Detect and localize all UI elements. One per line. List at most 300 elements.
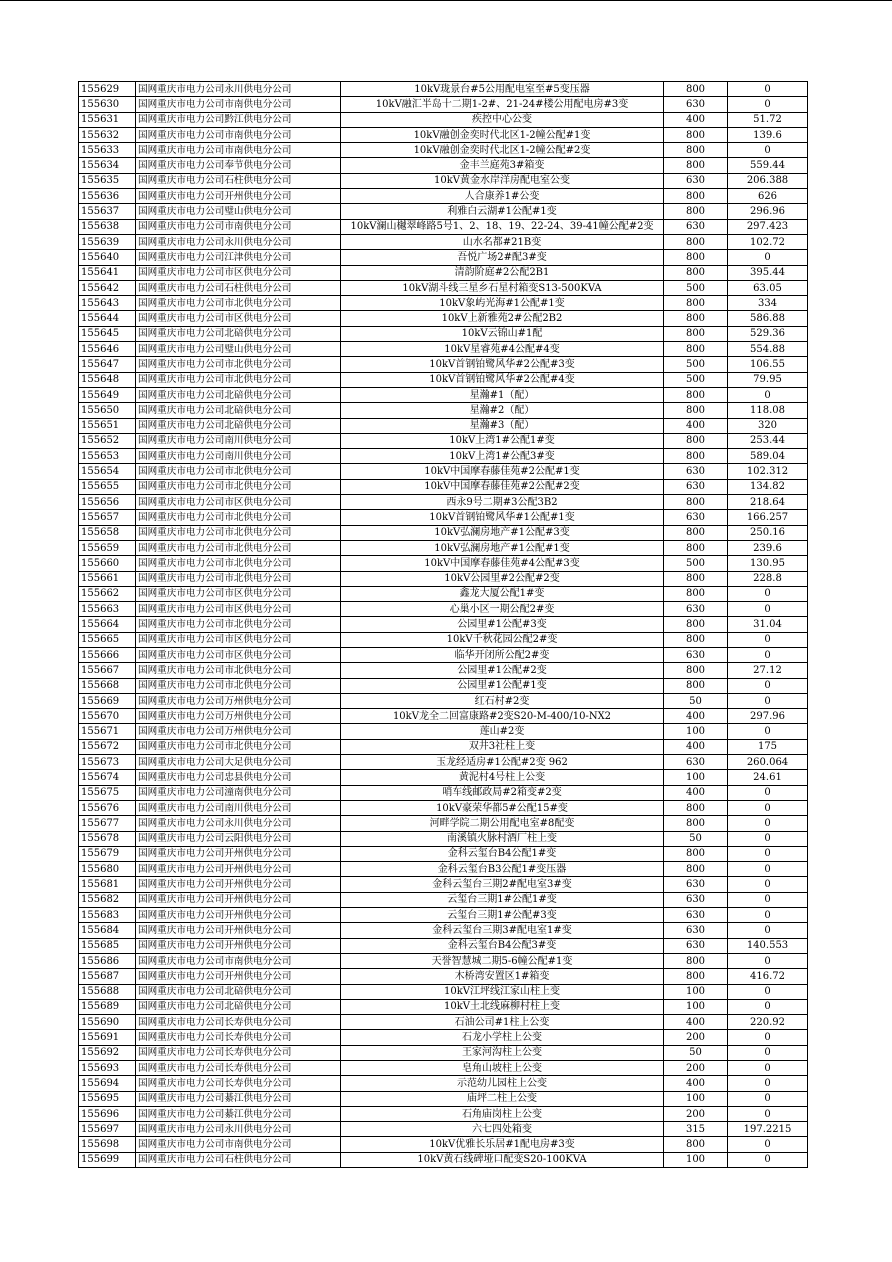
table-row [79, 908, 808, 923]
record-id-cell: 155695 [79, 1091, 136, 1106]
transformer-name-cell: 金丰兰庭苑3#箱变 [341, 158, 664, 173]
transformer-name-cell: 公园里#1公配#1变 [341, 678, 664, 693]
record-id-cell: 155636 [79, 189, 136, 204]
supply-unit-cell: 国网重庆市电力公司永川供电分公司 [136, 816, 341, 831]
transformer-name-cell: 星瀚#1（配） [341, 387, 664, 402]
supply-unit-cell: 国网重庆市电力公司市北供电分公司 [136, 540, 341, 555]
transformer-name-cell: 人合康养1#公变 [341, 189, 664, 204]
supply-unit-cell: 国网重庆市电力公司万州供电分公司 [136, 709, 341, 724]
table-row [79, 403, 808, 418]
transformer-name-cell: 玉龙经适房#1公配#2变 962 [341, 755, 664, 770]
table-row [79, 311, 808, 326]
transformer-name-cell: 10kV首钢铂鹭风华#2公配#4变 [341, 372, 664, 387]
record-id-cell: 155653 [79, 449, 136, 464]
supply-unit-cell: 国网重庆市电力公司綦江供电分公司 [136, 1091, 341, 1106]
load-value-cell: 24.61 [728, 770, 808, 785]
transformer-name-cell: 星瀚#2（配） [341, 403, 664, 418]
supply-unit-cell: 国网重庆市电力公司市北供电分公司 [136, 510, 341, 525]
record-id-cell: 155694 [79, 1076, 136, 1091]
record-id-cell: 155640 [79, 250, 136, 265]
record-id-cell: 155646 [79, 342, 136, 357]
record-id-cell: 155663 [79, 602, 136, 617]
supply-unit-cell: 国网重庆市电力公司永川供电分公司 [136, 234, 341, 249]
transformer-table [78, 81, 808, 1168]
capacity-cell: 500 [664, 372, 728, 387]
capacity-cell: 800 [664, 311, 728, 326]
load-value-cell: 253.44 [728, 433, 808, 448]
load-value-cell: 589.04 [728, 449, 808, 464]
record-id-cell: 155649 [79, 387, 136, 402]
record-id-cell: 155629 [79, 82, 136, 97]
load-value-cell: 0 [728, 999, 808, 1014]
supply-unit-cell: 国网重庆市电力公司潼南供电分公司 [136, 785, 341, 800]
table-row [79, 112, 808, 127]
load-value-cell: 297.96 [728, 709, 808, 724]
record-id-cell: 155683 [79, 908, 136, 923]
table-row [79, 923, 808, 938]
table-row [79, 1045, 808, 1060]
capacity-cell: 800 [664, 82, 728, 97]
transformer-name-cell: 金科云玺台B4公配3#变 [341, 938, 664, 953]
capacity-cell: 800 [664, 250, 728, 265]
supply-unit-cell: 国网重庆市电力公司万州供电分公司 [136, 724, 341, 739]
capacity-cell: 500 [664, 556, 728, 571]
load-value-cell: 586.88 [728, 311, 808, 326]
record-id-cell: 155659 [79, 540, 136, 555]
page-top-rule [0, 0, 892, 1]
table-row [79, 571, 808, 586]
record-id-cell: 155670 [79, 709, 136, 724]
record-id-cell: 155681 [79, 877, 136, 892]
table-row [79, 846, 808, 861]
table-row [79, 953, 808, 968]
supply-unit-cell: 国网重庆市电力公司市南供电分公司 [136, 1137, 341, 1152]
record-id-cell: 155638 [79, 219, 136, 234]
transformer-name-cell: 哨车线邮政局#2箱变#2变 [341, 785, 664, 800]
capacity-cell: 800 [664, 265, 728, 280]
capacity-cell: 100 [664, 724, 728, 739]
load-value-cell: 134.82 [728, 479, 808, 494]
record-id-cell: 155692 [79, 1045, 136, 1060]
supply-unit-cell: 国网重庆市电力公司石柱供电分公司 [136, 173, 341, 188]
load-value-cell: 0 [728, 1045, 808, 1060]
record-id-cell: 155665 [79, 632, 136, 647]
transformer-name-cell: 吾悦广场2#配3#变 [341, 250, 664, 265]
table-row [79, 1076, 808, 1091]
load-value-cell: 102.72 [728, 234, 808, 249]
transformer-name-cell: 木桥湾安置区1#箱变 [341, 969, 664, 984]
record-id-cell: 155671 [79, 724, 136, 739]
table-row [79, 938, 808, 953]
load-value-cell: 0 [728, 586, 808, 601]
record-id-cell: 155658 [79, 525, 136, 540]
table-body [79, 82, 808, 1168]
record-id-cell: 155647 [79, 357, 136, 372]
transformer-name-cell: 10kV中国摩春藤佳苑#2公配#1变 [341, 464, 664, 479]
transformer-name-cell: 10kV澜山樾翠峰路5号1、2、18、19、22-24、39-41幢公配#2变 [341, 219, 664, 234]
supply-unit-cell: 国网重庆市电力公司市区供电分公司 [136, 647, 341, 662]
supply-unit-cell: 国网重庆市电力公司市南供电分公司 [136, 143, 341, 158]
record-id-cell: 155680 [79, 862, 136, 877]
record-id-cell: 155667 [79, 663, 136, 678]
supply-unit-cell: 国网重庆市电力公司市区供电分公司 [136, 602, 341, 617]
transformer-name-cell: 10kV象屿光海#1公配#1变 [341, 296, 664, 311]
supply-unit-cell: 国网重庆市电力公司市南供电分公司 [136, 219, 341, 234]
supply-unit-cell: 国网重庆市电力公司市北供电分公司 [136, 372, 341, 387]
supply-unit-cell: 国网重庆市电力公司忠县供电分公司 [136, 770, 341, 785]
load-value-cell: 250.16 [728, 525, 808, 540]
transformer-name-cell: 10kV弘澜房地产#1公配#1变 [341, 540, 664, 555]
supply-unit-cell: 国网重庆市电力公司南川供电分公司 [136, 449, 341, 464]
capacity-cell: 400 [664, 739, 728, 754]
transformer-name-cell: 清韵阶庭#2公配2B1 [341, 265, 664, 280]
table-row [79, 464, 808, 479]
table-row [79, 877, 808, 892]
capacity-cell: 800 [664, 433, 728, 448]
load-value-cell: 166.257 [728, 510, 808, 525]
capacity-cell: 800 [664, 862, 728, 877]
capacity-cell: 630 [664, 938, 728, 953]
capacity-cell: 800 [664, 296, 728, 311]
transformer-name-cell: 10kV上湾1#公配1#变 [341, 433, 664, 448]
table-row [79, 693, 808, 708]
table-row [79, 326, 808, 341]
supply-unit-cell: 国网重庆市电力公司市北供电分公司 [136, 357, 341, 372]
supply-unit-cell: 国网重庆市电力公司市区供电分公司 [136, 632, 341, 647]
record-id-cell: 155644 [79, 311, 136, 326]
load-value-cell: 0 [728, 1061, 808, 1076]
table-row [79, 602, 808, 617]
record-id-cell: 155693 [79, 1061, 136, 1076]
supply-unit-cell: 国网重庆市电力公司大足供电分公司 [136, 755, 341, 770]
table-row [79, 556, 808, 571]
table-row [79, 540, 808, 555]
capacity-cell: 630 [664, 755, 728, 770]
load-value-cell: 0 [728, 647, 808, 662]
load-value-cell: 140.553 [728, 938, 808, 953]
record-id-cell: 155666 [79, 647, 136, 662]
capacity-cell: 500 [664, 357, 728, 372]
record-id-cell: 155678 [79, 831, 136, 846]
table-row [79, 1137, 808, 1152]
capacity-cell: 630 [664, 923, 728, 938]
transformer-name-cell: 10kV上新雅苑2#公配2B2 [341, 311, 664, 326]
record-id-cell: 155632 [79, 127, 136, 142]
supply-unit-cell: 国网重庆市电力公司江津供电分公司 [136, 250, 341, 265]
record-id-cell: 155660 [79, 556, 136, 571]
table-row [79, 219, 808, 234]
load-value-cell: 416.72 [728, 969, 808, 984]
record-id-cell: 155639 [79, 234, 136, 249]
table-row [79, 892, 808, 907]
transformer-name-cell: 鑫龙大厦公配1#变 [341, 586, 664, 601]
supply-unit-cell: 国网重庆市电力公司市南供电分公司 [136, 97, 341, 112]
supply-unit-cell: 国网重庆市电力公司长寿供电分公司 [136, 1015, 341, 1030]
transformer-name-cell: 庙坪二柱上公变 [341, 1091, 664, 1106]
load-value-cell: 228.8 [728, 571, 808, 586]
transformer-name-cell: 示范幼儿园柱上公变 [341, 1076, 664, 1091]
record-id-cell: 155669 [79, 693, 136, 708]
capacity-cell: 800 [664, 617, 728, 632]
supply-unit-cell: 国网重庆市电力公司黔江供电分公司 [136, 112, 341, 127]
record-id-cell: 155697 [79, 1122, 136, 1137]
capacity-cell: 800 [664, 403, 728, 418]
transformer-name-cell: 金科云玺台三期2#配电室3#变 [341, 877, 664, 892]
load-value-cell: 0 [728, 250, 808, 265]
transformer-name-cell: 天誉智慧城二期5-6幢公配#1变 [341, 953, 664, 968]
supply-unit-cell: 国网重庆市电力公司开州供电分公司 [136, 862, 341, 877]
supply-unit-cell: 国网重庆市电力公司市区供电分公司 [136, 311, 341, 326]
table-row [79, 1122, 808, 1137]
capacity-cell: 100 [664, 999, 728, 1014]
load-value-cell: 0 [728, 953, 808, 968]
load-value-cell: 197.2215 [728, 1122, 808, 1137]
transformer-name-cell: 双井3社柱上变 [341, 739, 664, 754]
supply-unit-cell: 国网重庆市电力公司綦江供电分公司 [136, 1106, 341, 1121]
record-id-cell: 155686 [79, 953, 136, 968]
load-value-cell: 130.95 [728, 556, 808, 571]
record-id-cell: 155673 [79, 755, 136, 770]
table-row [79, 495, 808, 510]
table-row [79, 1030, 808, 1045]
capacity-cell: 400 [664, 418, 728, 433]
record-id-cell: 155651 [79, 418, 136, 433]
record-id-cell: 155685 [79, 938, 136, 953]
transformer-name-cell: 10kV黄金水岸洋房配电室公变 [341, 173, 664, 188]
record-id-cell: 155674 [79, 770, 136, 785]
capacity-cell: 800 [664, 204, 728, 219]
load-value-cell: 320 [728, 418, 808, 433]
load-value-cell: 220.92 [728, 1015, 808, 1030]
load-value-cell: 0 [728, 984, 808, 999]
table-row [79, 280, 808, 295]
transformer-name-cell: 六七四处箱变 [341, 1122, 664, 1137]
load-value-cell: 0 [728, 1137, 808, 1152]
transformer-name-cell: 山水名都#21B变 [341, 234, 664, 249]
transformer-name-cell: 10kV上湾1#公配3#变 [341, 449, 664, 464]
supply-unit-cell: 国网重庆市电力公司市南供电分公司 [136, 127, 341, 142]
record-id-cell: 155635 [79, 173, 136, 188]
record-id-cell: 155684 [79, 923, 136, 938]
record-id-cell: 155677 [79, 816, 136, 831]
transformer-name-cell: 10kV弘澜房地产#1公配#3变 [341, 525, 664, 540]
table-row [79, 1091, 808, 1106]
capacity-cell: 200 [664, 1106, 728, 1121]
capacity-cell: 800 [664, 800, 728, 815]
capacity-cell: 800 [664, 234, 728, 249]
capacity-cell: 630 [664, 464, 728, 479]
supply-unit-cell: 国网重庆市电力公司市北供电分公司 [136, 571, 341, 586]
record-id-cell: 155676 [79, 800, 136, 815]
table-row [79, 1015, 808, 1030]
record-id-cell: 155631 [79, 112, 136, 127]
supply-unit-cell: 国网重庆市电力公司北碚供电分公司 [136, 418, 341, 433]
supply-unit-cell: 国网重庆市电力公司永川供电分公司 [136, 1122, 341, 1137]
supply-unit-cell: 国网重庆市电力公司开州供电分公司 [136, 908, 341, 923]
transformer-name-cell: 10kV融创金奕时代北区1-2幢公配#1变 [341, 127, 664, 142]
record-id-cell: 155689 [79, 999, 136, 1014]
record-id-cell: 155682 [79, 892, 136, 907]
transformer-name-cell: 莲山#2变 [341, 724, 664, 739]
supply-unit-cell: 国网重庆市电力公司市北供电分公司 [136, 479, 341, 494]
capacity-cell: 100 [664, 1091, 728, 1106]
table-row [79, 372, 808, 387]
capacity-cell: 400 [664, 1015, 728, 1030]
capacity-cell: 630 [664, 479, 728, 494]
transformer-name-cell: 10kV龙全二回富康路#2变S20-M-400/10-NX2 [341, 709, 664, 724]
capacity-cell: 630 [664, 877, 728, 892]
load-value-cell: 297.423 [728, 219, 808, 234]
transformer-name-cell: 10kV星睿苑#4公配#4变 [341, 342, 664, 357]
record-id-cell: 155661 [79, 571, 136, 586]
transformer-name-cell: 10kV千秋花园公配2#变 [341, 632, 664, 647]
transformer-name-cell: 10kV土北线麻柳村柱上变 [341, 999, 664, 1014]
supply-unit-cell: 国网重庆市电力公司北碚供电分公司 [136, 999, 341, 1014]
table-row [79, 617, 808, 632]
transformer-name-cell: 10kV首钢铂鹭风华#1公配#1变 [341, 510, 664, 525]
supply-unit-cell: 国网重庆市电力公司南川供电分公司 [136, 800, 341, 815]
capacity-cell: 630 [664, 219, 728, 234]
table-row [79, 800, 808, 815]
capacity-cell: 800 [664, 387, 728, 402]
capacity-cell: 630 [664, 892, 728, 907]
supply-unit-cell: 国网重庆市电力公司北碚供电分公司 [136, 403, 341, 418]
capacity-cell: 800 [664, 586, 728, 601]
record-id-cell: 155642 [79, 280, 136, 295]
record-id-cell: 155691 [79, 1030, 136, 1045]
capacity-cell: 630 [664, 173, 728, 188]
table-row [79, 433, 808, 448]
record-id-cell: 155654 [79, 464, 136, 479]
transformer-name-cell: 10kV黄石线碑垭口配变S20-100KVA [341, 1152, 664, 1167]
table-row [79, 1061, 808, 1076]
record-id-cell: 155656 [79, 495, 136, 510]
transformer-name-cell: 金科云玺台三期3#配电室1#变 [341, 923, 664, 938]
capacity-cell: 800 [664, 127, 728, 142]
supply-unit-cell: 国网重庆市电力公司永川供电分公司 [136, 82, 341, 97]
record-id-cell: 155657 [79, 510, 136, 525]
load-value-cell: 63.05 [728, 280, 808, 295]
supply-unit-cell: 国网重庆市电力公司开州供电分公司 [136, 969, 341, 984]
supply-unit-cell: 国网重庆市电力公司开州供电分公司 [136, 877, 341, 892]
supply-unit-cell: 国网重庆市电力公司市北供电分公司 [136, 739, 341, 754]
load-value-cell: 260.064 [728, 755, 808, 770]
record-id-cell: 155696 [79, 1106, 136, 1121]
capacity-cell: 800 [664, 969, 728, 984]
capacity-cell: 800 [664, 678, 728, 693]
load-value-cell: 31.04 [728, 617, 808, 632]
transformer-name-cell: 利雅白云湖#1公配#1变 [341, 204, 664, 219]
table-row [79, 785, 808, 800]
supply-unit-cell: 国网重庆市电力公司长寿供电分公司 [136, 1045, 341, 1060]
capacity-cell: 800 [664, 540, 728, 555]
supply-unit-cell: 国网重庆市电力公司市区供电分公司 [136, 265, 341, 280]
transformer-name-cell: 10kV融创金奕时代北区1-2幢公配#2变 [341, 143, 664, 158]
load-value-cell: 554.88 [728, 342, 808, 357]
load-value-cell: 0 [728, 82, 808, 97]
capacity-cell: 800 [664, 342, 728, 357]
transformer-name-cell: 10kV中国摩春藤佳苑#2公配#2变 [341, 479, 664, 494]
table-row [79, 418, 808, 433]
table-row [79, 647, 808, 662]
transformer-name-cell: 10kV豪荣华都5#公配15#变 [341, 800, 664, 815]
supply-unit-cell: 国网重庆市电力公司开州供电分公司 [136, 892, 341, 907]
load-value-cell: 0 [728, 785, 808, 800]
load-value-cell: 0 [728, 678, 808, 693]
table-row [79, 816, 808, 831]
transformer-name-cell: 10kV湖斗线三星乡石星村箱变S13-500KVA [341, 280, 664, 295]
table-row [79, 525, 808, 540]
capacity-cell: 630 [664, 602, 728, 617]
load-value-cell: 529.36 [728, 326, 808, 341]
transformer-name-cell: 公园里#1公配#3变 [341, 617, 664, 632]
capacity-cell: 100 [664, 1152, 728, 1167]
supply-unit-cell: 国网重庆市电力公司市区供电分公司 [136, 495, 341, 510]
table-row [79, 1152, 808, 1167]
capacity-cell: 800 [664, 158, 728, 173]
capacity-cell: 630 [664, 647, 728, 662]
record-id-cell: 155662 [79, 586, 136, 601]
load-value-cell: 0 [728, 816, 808, 831]
table-row [79, 265, 808, 280]
capacity-cell: 800 [664, 525, 728, 540]
supply-unit-cell: 国网重庆市电力公司万州供电分公司 [136, 693, 341, 708]
supply-unit-cell: 国网重庆市电力公司长寿供电分公司 [136, 1076, 341, 1091]
load-value-cell: 0 [728, 97, 808, 112]
transformer-name-cell: 石龙小学柱上公变 [341, 1030, 664, 1045]
supply-unit-cell: 国网重庆市电力公司云阳供电分公司 [136, 831, 341, 846]
load-value-cell: 0 [728, 1030, 808, 1045]
table-row [79, 739, 808, 754]
capacity-cell: 400 [664, 709, 728, 724]
transformer-name-cell: 10kV云锦山#1配 [341, 326, 664, 341]
record-id-cell: 155641 [79, 265, 136, 280]
supply-unit-cell: 国网重庆市电力公司市北供电分公司 [136, 663, 341, 678]
table-row [79, 862, 808, 877]
load-value-cell: 559.44 [728, 158, 808, 173]
load-value-cell: 139.6 [728, 127, 808, 142]
transformer-name-cell: 云玺台三期1#公配1#变 [341, 892, 664, 907]
capacity-cell: 800 [664, 846, 728, 861]
transformer-name-cell: 红石村#2变 [341, 693, 664, 708]
capacity-cell: 400 [664, 785, 728, 800]
transformer-name-cell: 10kV珑景台#5公用配电室至#5变压器 [341, 82, 664, 97]
capacity-cell: 800 [664, 495, 728, 510]
supply-unit-cell: 国网重庆市电力公司市北供电分公司 [136, 556, 341, 571]
transformer-name-cell: 西永9号二期#3公配3B2 [341, 495, 664, 510]
load-value-cell: 0 [728, 143, 808, 158]
load-value-cell: 334 [728, 296, 808, 311]
load-value-cell: 206.388 [728, 173, 808, 188]
transformer-name-cell: 10kV江坪线江家山柱上变 [341, 984, 664, 999]
table-row [79, 143, 808, 158]
transformer-name-cell: 公园里#1公配#2变 [341, 663, 664, 678]
table-row [79, 770, 808, 785]
table-row [79, 357, 808, 372]
load-value-cell: 239.6 [728, 540, 808, 555]
table-row [79, 755, 808, 770]
table-row [79, 724, 808, 739]
record-id-cell: 155652 [79, 433, 136, 448]
capacity-cell: 630 [664, 510, 728, 525]
record-id-cell: 155648 [79, 372, 136, 387]
table-row [79, 831, 808, 846]
transformer-name-cell: 河畔学院二期公用配电室#8配变 [341, 816, 664, 831]
load-value-cell: 79.95 [728, 372, 808, 387]
supply-unit-cell: 国网重庆市电力公司奉节供电分公司 [136, 158, 341, 173]
capacity-cell: 630 [664, 97, 728, 112]
capacity-cell: 500 [664, 280, 728, 295]
